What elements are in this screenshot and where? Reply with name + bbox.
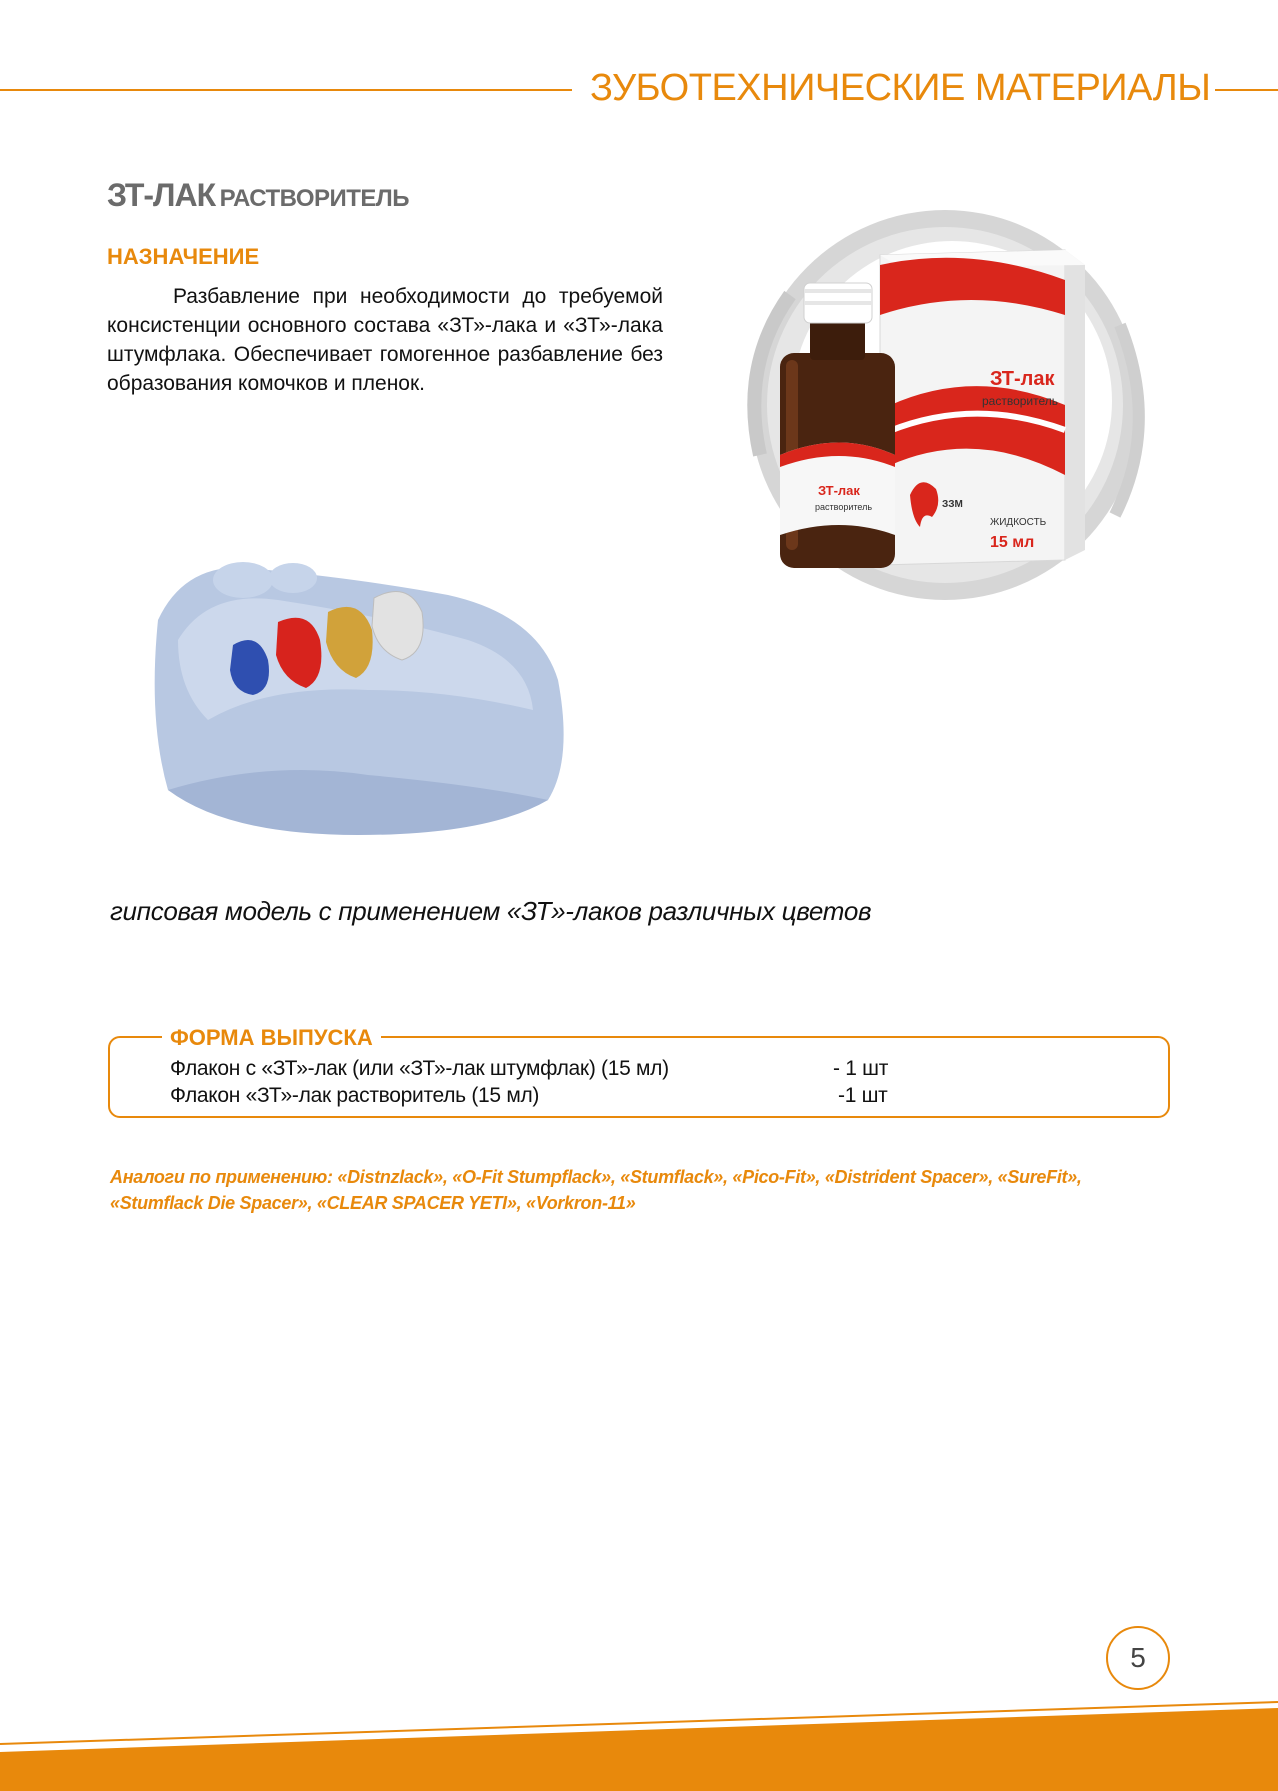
release-form-heading: ФОРМА ВЫПУСКА	[162, 1025, 381, 1051]
dental-model-photo	[148, 560, 578, 860]
purpose-paragraph: Разбавление при необходимости до требуемой консистенции основного состава «ЗТ»-лака и «ЗТ»-лака штумфлака. Обеспечивает гомогенное разбавление без образования комочков и пленок.	[107, 285, 663, 395]
plaster-model	[155, 562, 564, 835]
release-item-qty: - 1 шт	[833, 1057, 889, 1080]
page-number: 5	[1106, 1626, 1170, 1690]
bottle-label-name: ЗТ-лак	[818, 483, 860, 498]
box-label-sub: растворитель	[982, 394, 1059, 408]
product-box	[880, 250, 1085, 565]
release-item-qty: -1 шт	[838, 1084, 888, 1107]
box-label-name: ЗТ-лак	[990, 368, 1055, 390]
analogs-note: Аналоги по применению: «Distnzlack», «O-Fit Stumpflack», «Stumflack», «Pico-Fit», «Distrident Spacer», «SureFit», «Stumflack Die Spacer», «CLEAR SPACER YETI», «Vorkron-11»	[110, 1167, 1082, 1213]
product-photo	[720, 205, 1175, 620]
product-title-sub: РАСТВОРИТЕЛЬ	[219, 185, 410, 212]
purpose-text	[107, 282, 663, 398]
header-rule-right	[1215, 89, 1278, 91]
product-title	[107, 177, 409, 214]
purpose-heading: НАЗНАЧЕНИЕ	[107, 244, 260, 269]
footer-band	[0, 1700, 1278, 1791]
header-rule-left	[0, 89, 572, 91]
model-caption: гипсовая модель с применением «ЗТ»-лаков различных цветов	[110, 896, 872, 926]
bottle-label-sub: растворитель	[815, 502, 873, 512]
release-item-name: Флакон с «ЗТ»-лак (или «ЗТ»-лак штумфлак) (15 мл)	[170, 1057, 669, 1080]
box-liquid-label: ЖИДКОСТЬ	[990, 517, 1047, 528]
section-title: ЗУБОТЕХНИЧЕСКИЕ МАТЕРИАЛЫ	[590, 67, 1211, 109]
product-title-main: ЗТ-ЛАК	[107, 177, 216, 213]
box-brand: ЗЗМ	[942, 499, 963, 510]
box-volume: 15 мл	[990, 534, 1035, 551]
release-item-name: Флакон «ЗТ»-лак растворитель (15 мл)	[170, 1084, 540, 1107]
